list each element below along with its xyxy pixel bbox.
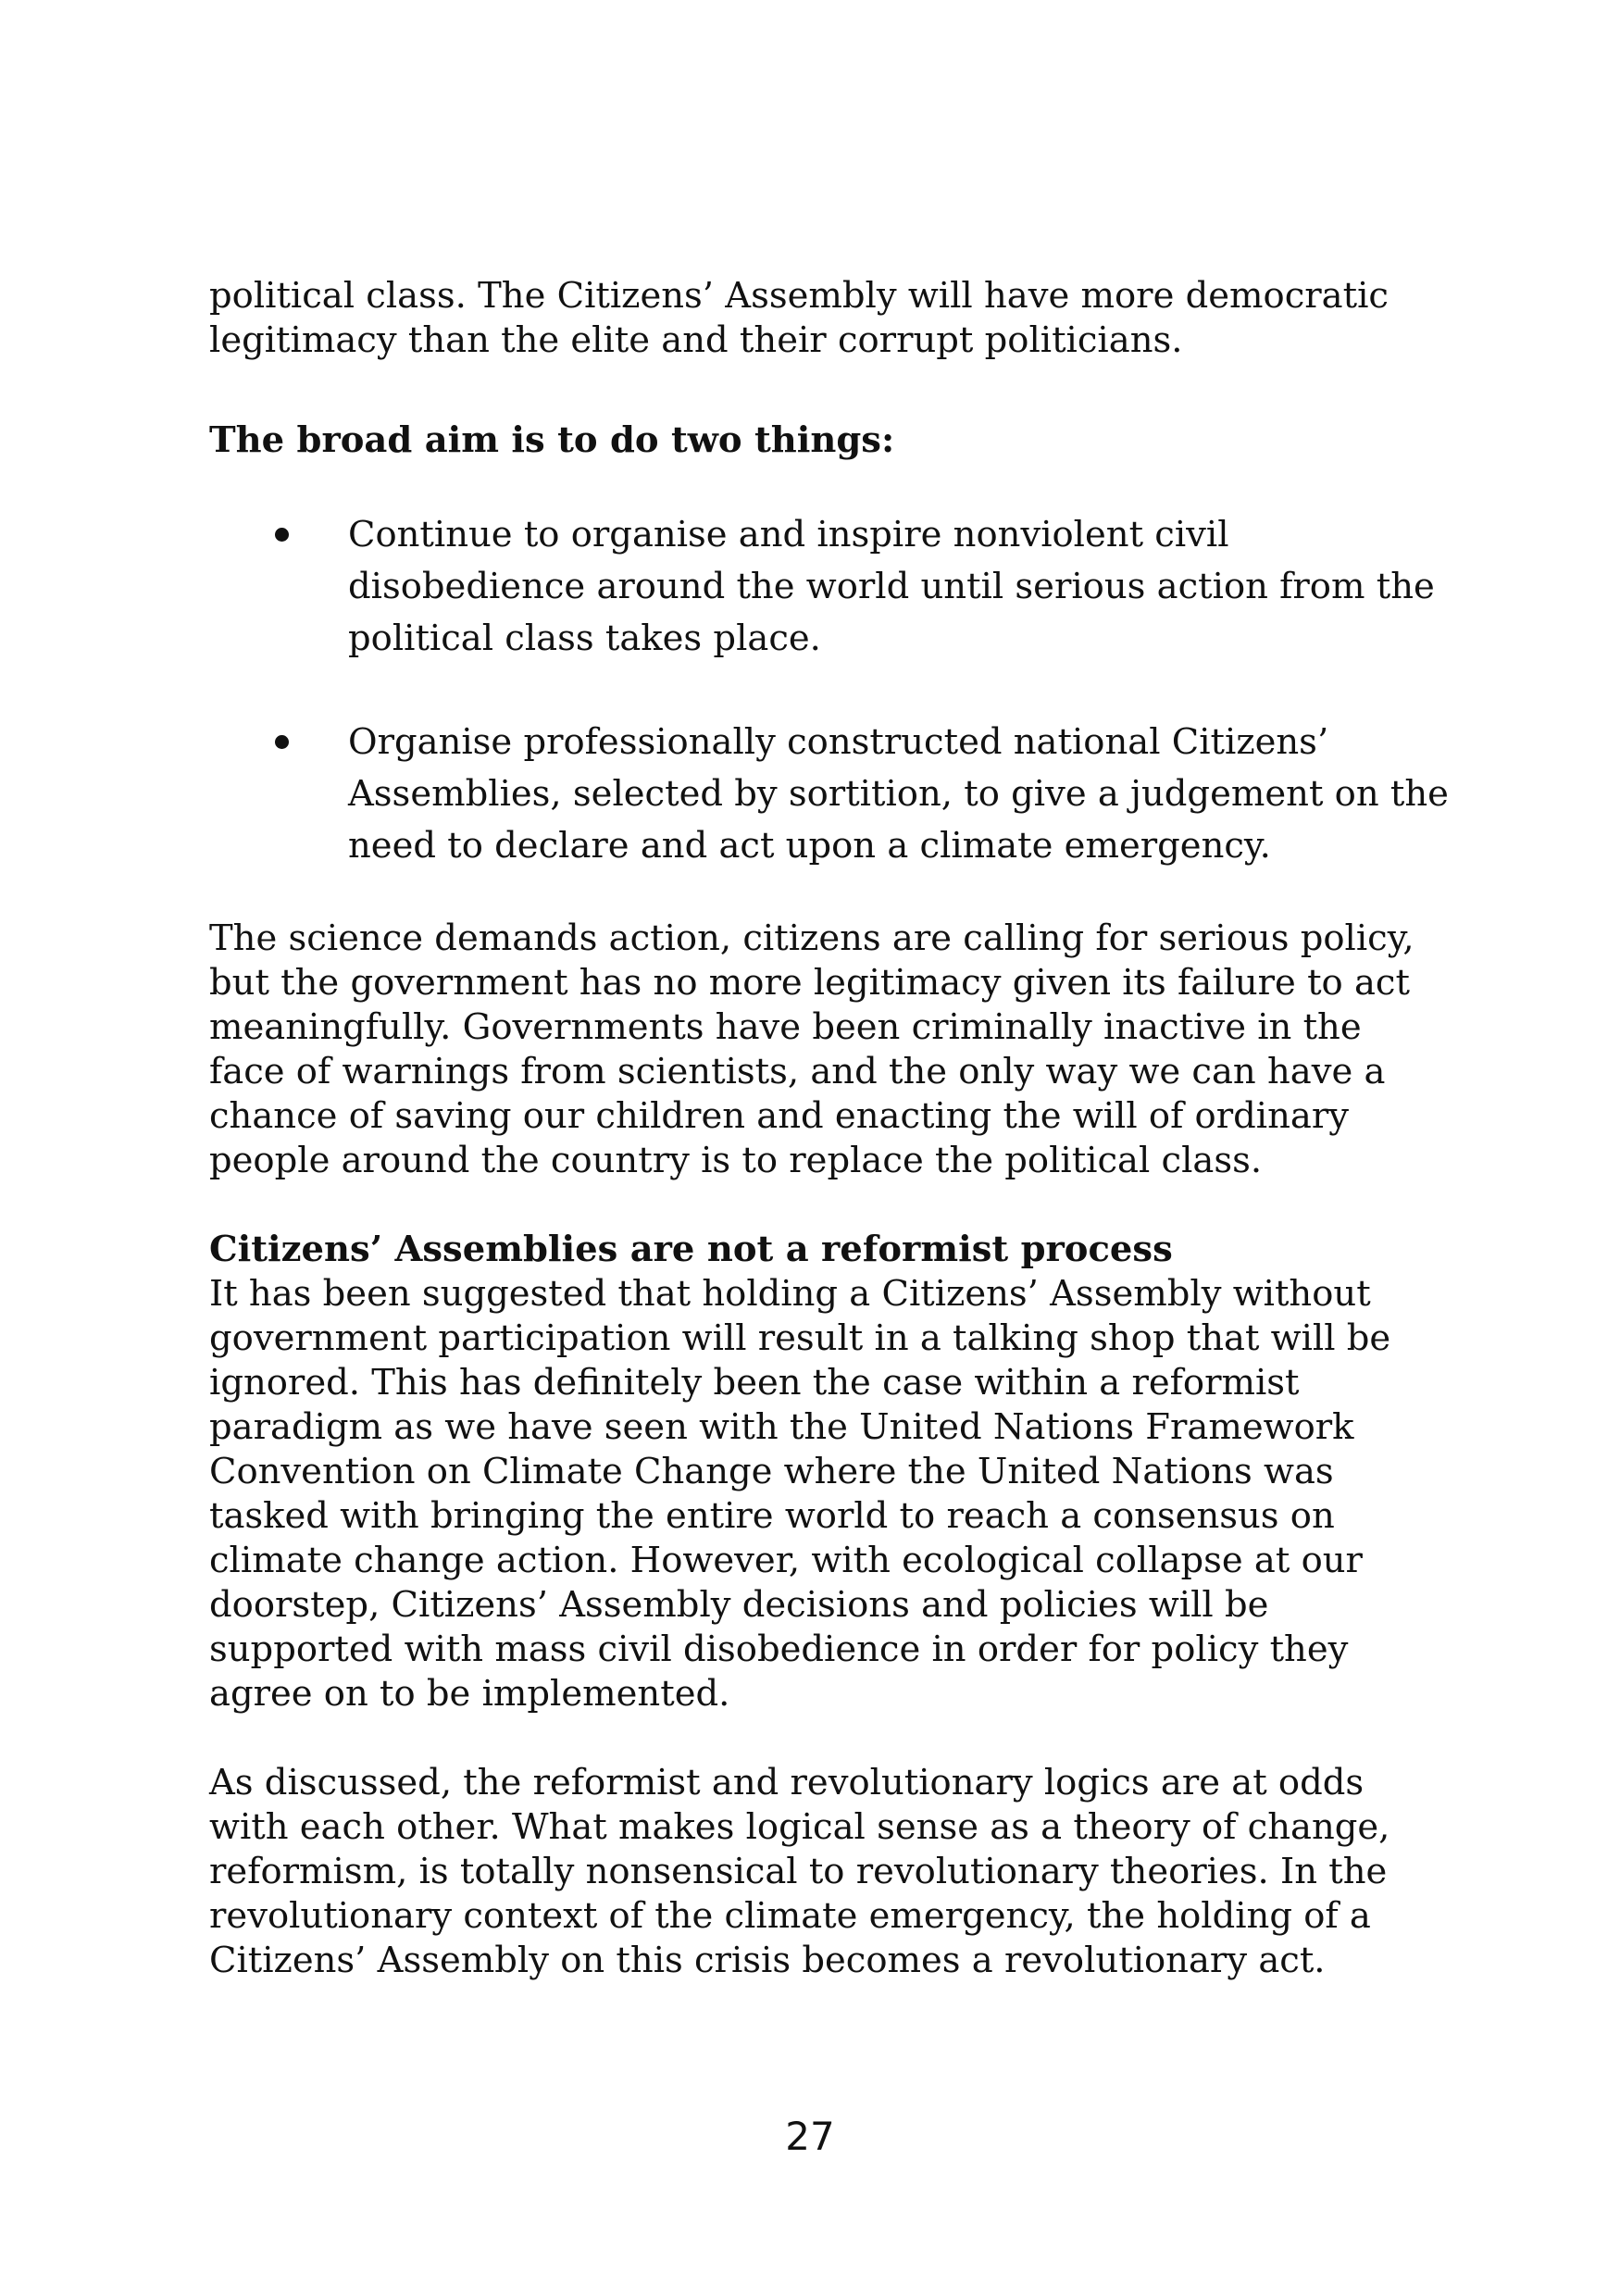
intro-paragraph: political class. The Citizens’ Assembly will have more democratic legitimacy than the elite and their corrupt politicians.	[209, 275, 1389, 361]
bullet-icon	[275, 528, 289, 542]
reformist-heading: Citizens’ Assemblies are not a reformist process	[209, 1229, 1173, 1270]
list-item	[209, 509, 1450, 665]
discussed-paragraph: As discussed, the reformist and revolutionary logics are at odds with each other. What makes logical sense as a theory of change, reformism, is totally nonsensical to revolutionary theories. In the revolutionary context of the climate emergency, the holding of a Citizens’ Assembly on this crisis becomes a revolutionary act.	[209, 1762, 1390, 1981]
aim-bullet-list	[209, 509, 1449, 872]
bullet-icon	[275, 735, 289, 749]
science-paragraph: The science demands action, citizens are calling for serious policy, but the government has no more legitimacy given its failure to act meaningfully. Governments have been criminally inactive in the face of warnings from scientists, and the only way we can have a chance of saving our children and enacting the will of ordinary people around the country is to replace the political class.	[209, 917, 1414, 1181]
page-number: 27	[785, 2114, 835, 2159]
reformist-paragraph: It has been suggested that holding a Citizens’ Assembly without government participation will result in a talking shop that will be ignored. This has definitely been the case within a reformist paradigm as we have seen with the United Nations Framework Convention on Climate Change where the United Nations was tasked with bringing the entire world to reach a consensus on climate change action. However, with ecological collapse at our doorstep, Citizens’ Assembly decisions and policies will be supported with mass civil disobedience in order for policy they agree on to be implemented.	[209, 1273, 1391, 1715]
bullet-text: Organise professionally constructed national Citizens’ Assemblies, selected by sortition, to give a judgement on the need to declare and act upon a climate emergency.	[348, 721, 1449, 867]
list-item	[209, 717, 1450, 872]
page-body	[209, 274, 1449, 1983]
aim-heading: The broad aim is to do two things:	[209, 419, 895, 461]
bullet-text: Continue to organise and inspire nonviolent civil disobedience around the world until serious action from the political class takes place.	[348, 514, 1435, 659]
